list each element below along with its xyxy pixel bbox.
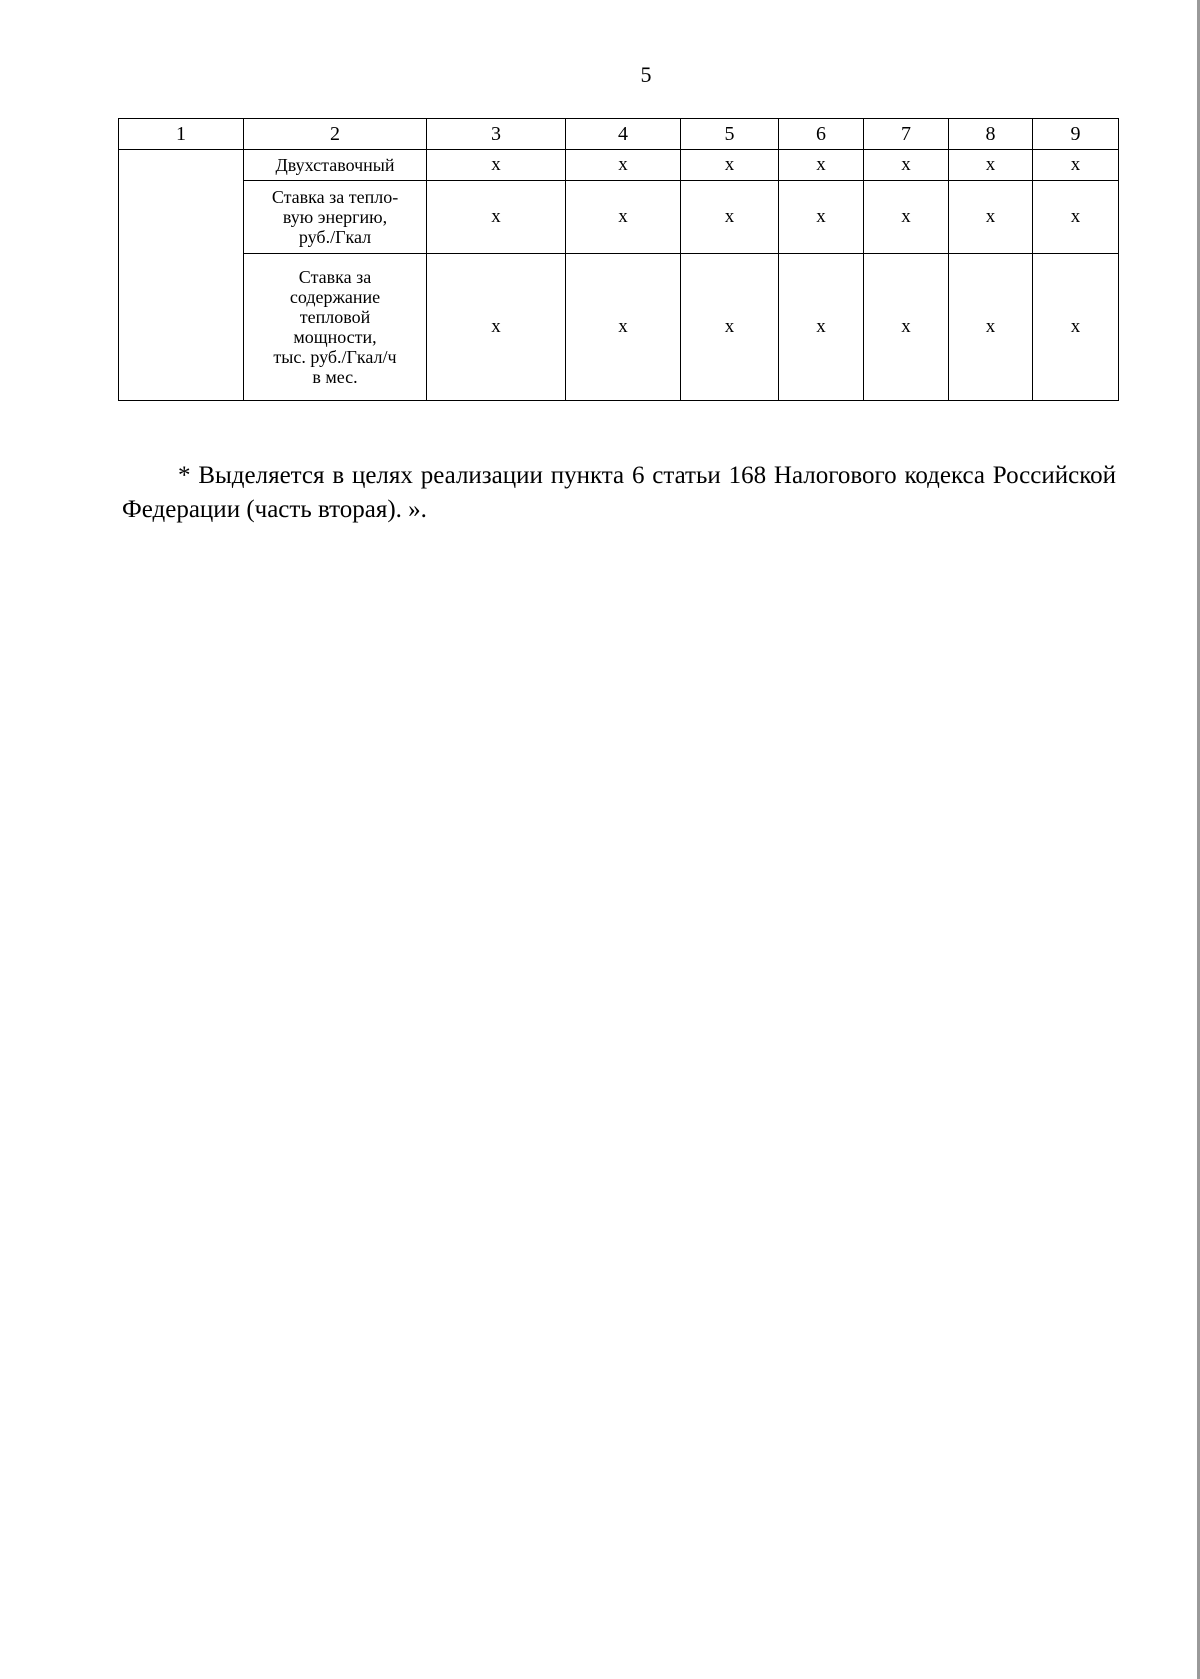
empty-first-column-cell [119,150,244,401]
table-cell: х [1033,254,1119,401]
tariff-table [118,118,1119,401]
table-cell: х [779,254,864,401]
footnote-text: * Выделяется в целях реализации пункта 6 статьи 168 Налогового кодекса Российской Федерации (часть вторая). ». [122,462,1116,523]
row-label: Ставка за содержание тепловой мощности, тыс. руб./Гкал/ч в мес. [244,254,427,401]
table-row [119,150,1119,181]
table-row [119,181,1119,254]
row-label: Двухставочный [244,150,427,181]
page-number: 5 [640,62,652,87]
table-cell: х [681,181,779,254]
table-cell: х [949,150,1033,181]
column-number-row [119,119,1119,150]
table-cell: х [427,254,566,401]
table-cell: х [949,181,1033,254]
table-cell: х [864,181,949,254]
table-cell: х [681,150,779,181]
table-cell: х [949,254,1033,401]
column-number: 8 [949,119,1033,150]
table-cell: х [566,181,681,254]
table-cell: х [566,254,681,401]
table-cell: х [864,150,949,181]
table-cell: х [1033,150,1119,181]
table-row [119,254,1119,401]
table-cell: х [427,181,566,254]
column-number: 7 [864,119,949,150]
table-cell: х [779,150,864,181]
column-number: 5 [681,119,779,150]
column-number: 1 [119,119,244,150]
table-cell: х [427,150,566,181]
table-cell: х [566,150,681,181]
table-cell: х [864,254,949,401]
column-number: 9 [1033,119,1119,150]
column-number: 6 [779,119,864,150]
row-label: Ставка за тепло- вую энергию, руб./Гкал [244,181,427,254]
column-number: 2 [244,119,427,150]
table-cell: х [681,254,779,401]
table-cell: х [1033,181,1119,254]
column-number: 3 [427,119,566,150]
table-cell: х [779,181,864,254]
column-number: 4 [566,119,681,150]
